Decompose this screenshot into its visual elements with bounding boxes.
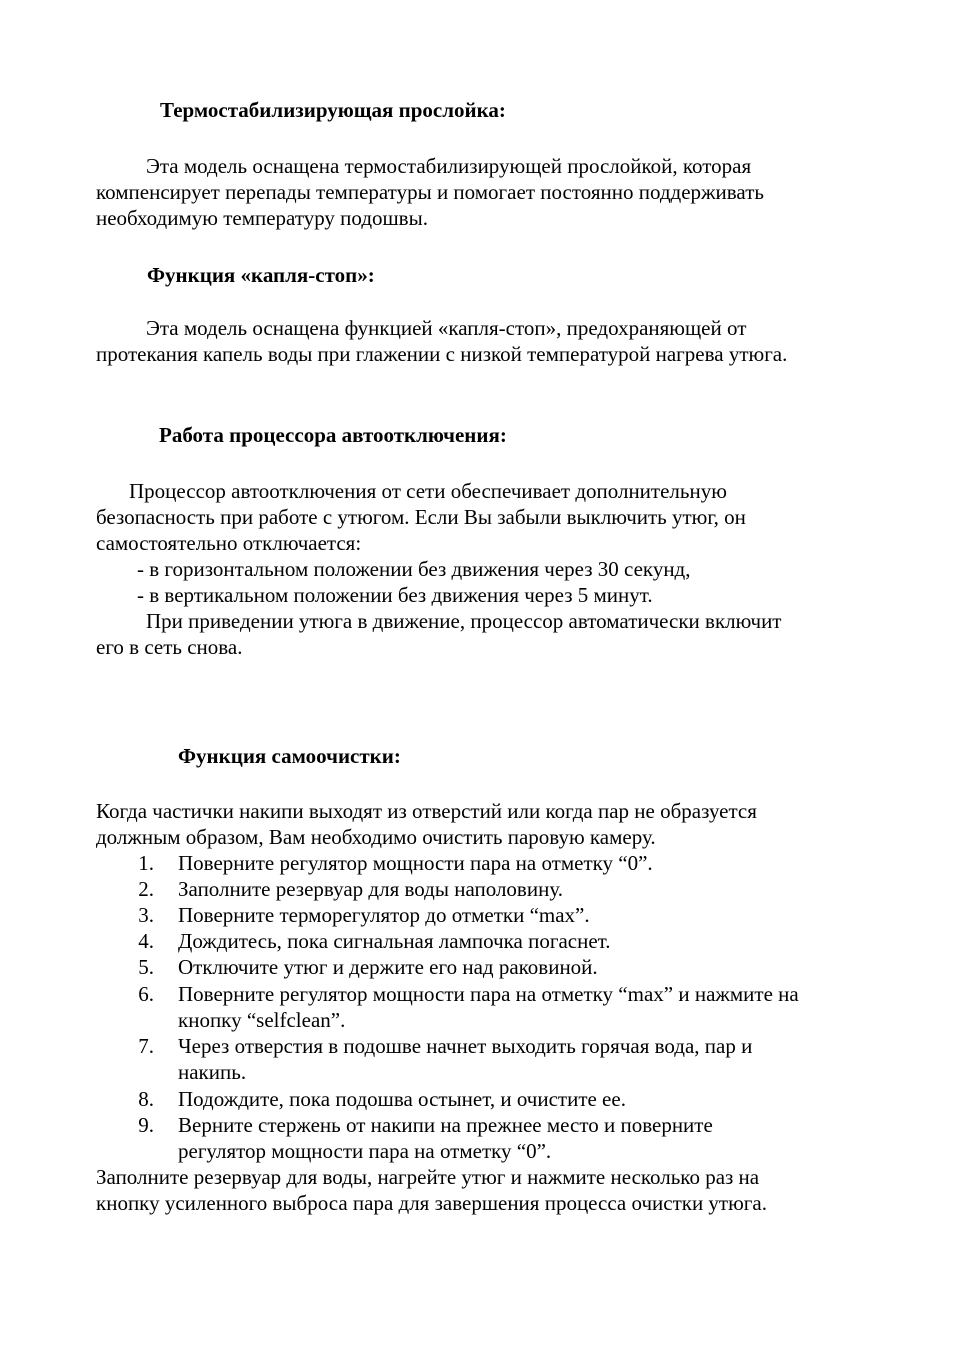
dripstop-line: Эта модель оснащена функцией «капля-стоп», предохраняющей от <box>146 316 747 340</box>
list-item-text: Через отверстия в подошве начнет выходить горячая вода, пар и <box>178 1034 753 1058</box>
list-item-text: Поверните регулятор мощности пара на отметку “0”. <box>178 851 653 875</box>
list-item-text: Поверните регулятор мощности пара на отметку “max” и нажмите на <box>178 982 799 1006</box>
thermo-line: необходимую температуру подошвы. <box>96 206 428 230</box>
autooff-bullet: - в горизонтальном положении без движения через 30 секунд, <box>137 557 691 581</box>
list-item-number: 6. <box>138 982 154 1006</box>
list-item-text: регулятор мощности пара на отметку “0”. <box>178 1139 552 1163</box>
list-item-number: 1. <box>138 851 154 875</box>
list-item-number: 5. <box>138 955 154 979</box>
list-item-text: Верните стержень от накипи на прежнее место и поверните <box>178 1113 713 1137</box>
list-item-text: Заполните резервуар для воды наполовину. <box>178 877 563 901</box>
heading-dripstop: Функция «капля-стоп»: <box>147 263 375 287</box>
list-item-text: Отключите утюг и держите его над раковиной. <box>178 955 598 979</box>
list-item-text: Поверните терморегулятор до отметки “max”. <box>178 903 590 927</box>
list-item-text: Подождите, пока подошва остынет, и очистите ее. <box>178 1087 626 1111</box>
selfclean-intro-line: Когда частички накипи выходят из отверстий или когда пар не образуется <box>96 799 757 823</box>
thermo-line: Эта модель оснащена термостабилизирующей прослойкой, которая <box>146 154 752 178</box>
selfclean-intro-line: должным образом, Вам необходимо очистить паровую камеру. <box>96 825 656 849</box>
autooff-line: Процессор автоотключения от сети обеспечивает дополнительную <box>129 479 727 503</box>
selfclean-outro-line: Заполните резервуар для воды, нагрейте утюг и нажмите несколько раз на <box>96 1165 760 1189</box>
list-item-text: кнопку “selfclean”. <box>178 1008 346 1032</box>
list-item-number: 9. <box>138 1113 154 1137</box>
list-item-number: 7. <box>138 1034 154 1058</box>
autooff-line: При приведении утюга в движение, процессор автоматически включит <box>146 609 782 633</box>
list-item-number: 4. <box>138 929 154 953</box>
heading-selfclean: Функция самоочистки: <box>178 744 401 768</box>
autooff-bullet: - в вертикальном положении без движения через 5 минут. <box>137 583 653 607</box>
dripstop-line: протекания капель воды при глажении с низкой температурой нагрева утюга. <box>96 342 788 366</box>
heading-autooff: Работа процессора автоотключения: <box>159 423 507 447</box>
list-item-text: накипь. <box>178 1060 247 1084</box>
list-item-text: Дождитесь, пока сигнальная лампочка погаснет. <box>178 929 611 953</box>
list-item-number: 3. <box>138 903 154 927</box>
selfclean-outro-line: кнопку усиленного выброса пара для завершения процесса очистки утюга. <box>96 1191 767 1215</box>
list-item-number: 2. <box>138 877 154 901</box>
autooff-line: самостоятельно отключается: <box>96 531 362 555</box>
autooff-line: безопасность при работе с утюгом. Если Вы забыли выключить утюг, он <box>96 505 746 529</box>
autooff-line: его в сеть снова. <box>96 635 243 659</box>
list-item-number: 8. <box>138 1087 154 1111</box>
thermo-line: компенсирует перепады температуры и помогает постоянно поддерживать <box>96 180 764 204</box>
heading-thermo: Термостабилизирующая прослойка: <box>160 98 506 122</box>
